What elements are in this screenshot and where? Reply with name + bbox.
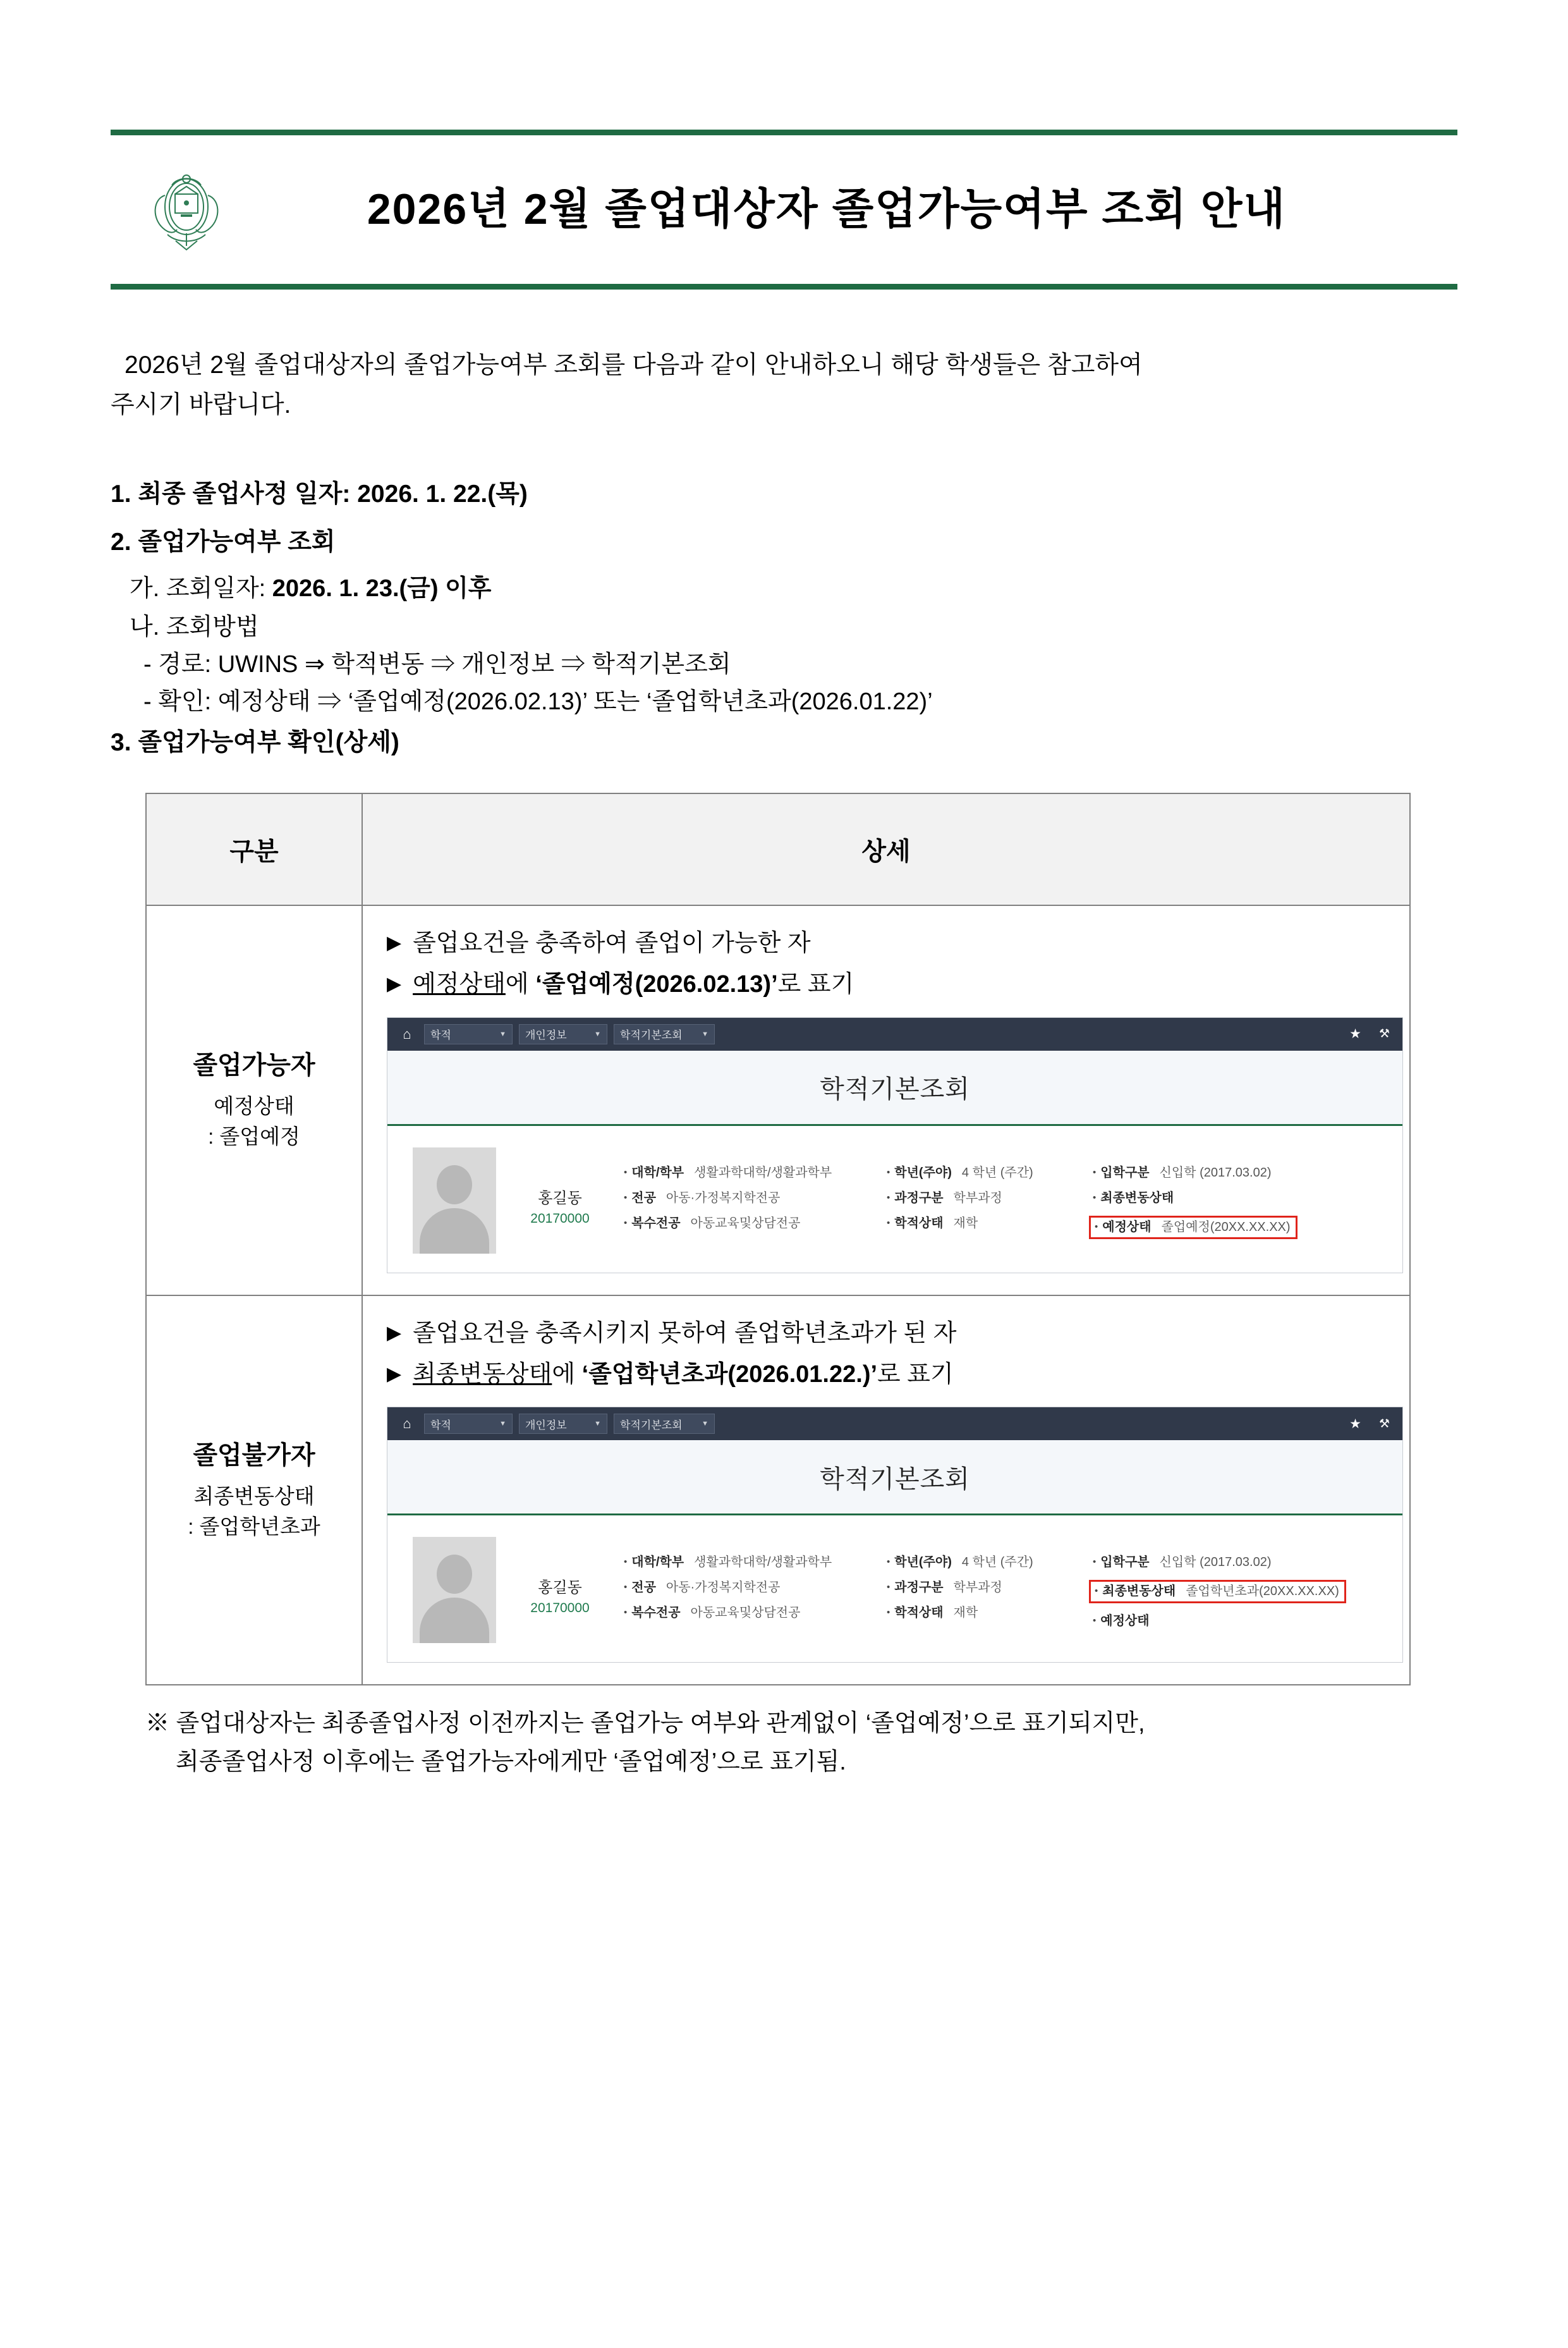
field-row: • 입학구분 신입학 (2017.03.02): [1093, 1555, 1272, 1570]
lookup-date-label: 가. 조회일자:: [130, 575, 272, 602]
row-type-sub1: 최종변동상태: [193, 1484, 315, 1508]
field-label: 학적상태: [894, 1216, 944, 1230]
field-label: 입학구분: [1100, 1555, 1150, 1570]
menu-label: 학적: [430, 1419, 451, 1431]
field-row: • 과정구분 학부과정: [887, 1581, 1002, 1595]
uwins-student-panel: [387, 1126, 1402, 1273]
menu-dropdown-haggjeog[interactable]: [424, 1414, 513, 1434]
field-column-3: [1093, 1537, 1358, 1629]
table-header-row: [146, 793, 1410, 905]
student-photo: [413, 1147, 496, 1254]
field-column-2: [887, 1147, 1076, 1231]
field-value: 졸업예정(20XX.XX.XX): [1161, 1220, 1291, 1234]
field-row: • 학적상태 재학: [887, 1606, 978, 1620]
triangle-bullet-icon: ▶: [387, 973, 402, 994]
field-row: • 대학/학부 생활과학대학/생활과학부: [624, 1165, 832, 1180]
graduation-status-table: [145, 793, 1411, 1686]
field-value: 아동교육및상담전공: [690, 1216, 801, 1230]
document-header: [111, 130, 1457, 290]
menu-dropdown-personal-info[interactable]: [519, 1414, 607, 1434]
document-page: [0, 130, 1568, 2348]
field-label: 전공: [631, 1581, 656, 1595]
menu-dropdown-record-lookup[interactable]: [614, 1414, 715, 1434]
tools-icon[interactable]: ⚒: [1378, 1027, 1390, 1041]
detail-bullet-1: [387, 1315, 1392, 1352]
chevron-down-icon: ▼: [702, 1420, 708, 1428]
detail-bullet-2-end: 로 표기: [877, 1360, 954, 1388]
field-row: • 학년(주야) 4 학년 (주간): [887, 1555, 1033, 1570]
row-detail-ineligible: [362, 1295, 1410, 1685]
field-value: 생활과학대학/생활과학부: [694, 1555, 832, 1570]
menu-label: 학적: [430, 1029, 451, 1042]
section-2-lookup: 2. 졸업가능여부 조회: [111, 528, 336, 556]
triangle-bullet-icon: ▶: [387, 932, 402, 953]
menu-dropdown-haggjeog[interactable]: [424, 1024, 513, 1044]
field-value: 4 학년 (주간): [961, 1165, 1033, 1180]
field-label: 대학/학부: [631, 1555, 684, 1570]
field-row: • 대학/학부 생활과학대학/생활과학부: [624, 1555, 832, 1570]
student-identity: [513, 1147, 607, 1226]
row-type-sub2: : 졸업예정: [208, 1125, 300, 1149]
field-value: 신입학 (2017.03.02): [1159, 1555, 1272, 1570]
row-type-sub2: : 졸업학년초과: [188, 1515, 320, 1539]
detail-bullet-2-text: [413, 966, 854, 1003]
field-label: 최종변동상태: [1100, 1190, 1174, 1205]
lookup-path-line: - 경로: UWINS ⇒ 학적변동 ⇒ 개인정보 ⇒ 학적기본조회: [143, 651, 731, 678]
uwins-toolbar: [387, 1018, 1402, 1051]
field-row-highlighted-final-status: • 최종변동상태 졸업학년초과(20XX.XX.XX): [1089, 1580, 1346, 1603]
field-row: • 전공 아동·가정복지학전공: [624, 1190, 781, 1205]
home-icon[interactable]: ⌂: [403, 1025, 411, 1042]
uwins-student-panel: [387, 1515, 1402, 1662]
field-value: 졸업학년초과(20XX.XX.XX): [1186, 1584, 1339, 1599]
field-row: • 복수전공 아동교육및상담전공: [624, 1216, 801, 1230]
chevron-down-icon: ▼: [499, 1420, 506, 1428]
row-type-eligible: [146, 905, 362, 1295]
field-label: 전공: [631, 1190, 656, 1205]
detail-bullet-2: [387, 966, 1392, 1003]
chevron-down-icon: ▼: [594, 1030, 601, 1038]
student-number: 20170000: [530, 1601, 590, 1616]
field-value: 학부과정: [953, 1190, 1002, 1205]
field-label: 학년(주야): [894, 1555, 952, 1570]
row-type-title: 졸업가능자: [193, 1051, 315, 1080]
intro-paragraph: [111, 345, 1457, 425]
menu-label: 학적기본조회: [620, 1029, 683, 1042]
detail-bullet-2-text: [413, 1356, 954, 1393]
student-photo: [413, 1537, 496, 1643]
field-label: 예정상태: [1102, 1220, 1152, 1234]
uwins-page-title-bar: [387, 1051, 1402, 1126]
row-detail-eligible: [362, 905, 1410, 1295]
uwins-screenshot-ineligible: [387, 1407, 1403, 1663]
university-crest-icon: [139, 157, 234, 262]
detail-bullet-2-end: 로 표기: [777, 970, 854, 998]
section-3-detail: 3. 졸업가능여부 확인(상세): [111, 728, 399, 756]
footnote-line-1: ※ 졸업대상자는 최종졸업사정 이전까지는 졸업가능 여부와 관계없이 ‘졸업예정’으로 표기되지만,: [145, 1710, 1145, 1737]
field-value: 재학: [953, 1606, 978, 1620]
field-value: 재학: [953, 1216, 978, 1230]
field-row: • 학년(주야) 4 학년 (주간): [887, 1165, 1033, 1180]
student-name: 홍길동: [538, 1579, 582, 1597]
uwins-page-title-bar: [387, 1440, 1402, 1515]
field-label: 학년(주야): [894, 1165, 952, 1180]
field-label: 학적상태: [894, 1606, 944, 1620]
field-label: 복수전공: [631, 1606, 681, 1620]
field-row: • 학적상태 재학: [887, 1216, 978, 1230]
star-icon[interactable]: ★: [1349, 1027, 1361, 1042]
field-column-3: [1093, 1147, 1358, 1239]
detail-bullet-2-underline: 최종변동상태: [413, 1360, 552, 1388]
tools-icon[interactable]: ⚒: [1378, 1417, 1390, 1431]
field-column-1: [624, 1147, 870, 1231]
detail-bullet-1: [387, 925, 1392, 962]
home-icon[interactable]: ⌂: [403, 1416, 411, 1432]
field-value: 아동·가정복지학전공: [665, 1190, 781, 1205]
field-column-2: [887, 1537, 1076, 1620]
field-label: 대학/학부: [631, 1165, 684, 1180]
chevron-down-icon: ▼: [702, 1030, 708, 1038]
field-row: • 예정상태: [1093, 1614, 1150, 1629]
page-title: 2026년 2월 졸업대상자 졸업가능여부 조회 안내: [367, 185, 1287, 234]
detail-bullet-2-bold: ‘졸업예정(2026.02.13)’: [535, 970, 778, 998]
menu-dropdown-personal-info[interactable]: [519, 1024, 607, 1044]
table-row: [146, 905, 1410, 1295]
field-value: 아동교육및상담전공: [690, 1606, 801, 1620]
field-label: 과정구분: [894, 1190, 944, 1205]
row-type-sub1: 예정상태: [214, 1094, 295, 1118]
field-value: 학부과정: [953, 1581, 1002, 1595]
lookup-date-value: 2026. 1. 23.(금) 이후: [272, 575, 492, 602]
field-label: 과정구분: [894, 1581, 944, 1595]
detail-bullet-2-bold: ‘졸업학년초과(2026.01.22.)’: [581, 1360, 878, 1388]
field-row: • 과정구분 학부과정: [887, 1190, 1002, 1205]
field-label: 예정상태: [1100, 1614, 1150, 1629]
chevron-down-icon: ▼: [499, 1030, 506, 1038]
intro-line-2: 주시기 바랍니다.: [111, 391, 291, 419]
section-2-item-b: 나. 조회방법: [130, 613, 259, 640]
menu-label: 개인정보: [525, 1419, 567, 1431]
detail-bullet-2: [387, 1356, 1392, 1393]
field-row-highlighted-expected-status: • 예정상태 졸업예정(20XX.XX.XX): [1089, 1216, 1298, 1239]
field-value: 아동·가정복지학전공: [665, 1581, 781, 1595]
star-icon[interactable]: ★: [1349, 1416, 1361, 1431]
field-column-1: [624, 1537, 870, 1620]
field-value: 4 학년 (주간): [961, 1555, 1033, 1570]
field-value: 생활과학대학/생활과학부: [694, 1165, 832, 1180]
menu-dropdown-record-lookup[interactable]: [614, 1024, 715, 1044]
detail-bullet-1-text: 졸업요건을 충족하여 졸업이 가능한 자: [413, 929, 811, 957]
student-number: 20170000: [530, 1211, 590, 1226]
field-label: 입학구분: [1100, 1165, 1150, 1180]
row-type-title: 졸업불가자: [193, 1441, 315, 1470]
field-label: 복수전공: [631, 1216, 681, 1230]
field-value: 신입학 (2017.03.02): [1159, 1165, 1272, 1180]
detail-bullet-1-text: 졸업요건을 충족시키지 못하여 졸업학년초과가 된 자: [413, 1319, 957, 1347]
column-header-detail: 상세: [362, 793, 1410, 905]
column-header-type: 구분: [146, 793, 362, 905]
uwins-page-title: 학적기본조회: [820, 1075, 970, 1104]
chevron-down-icon: ▼: [594, 1420, 601, 1428]
detail-bullet-2-mid: 에: [505, 970, 536, 998]
footnote: [145, 1704, 1416, 1782]
row-type-ineligible: [146, 1295, 362, 1685]
field-row: • 입학구분 신입학 (2017.03.02): [1093, 1165, 1272, 1180]
uwins-screenshot-eligible: [387, 1017, 1403, 1273]
menu-label: 개인정보: [525, 1029, 567, 1042]
student-identity: [513, 1537, 607, 1616]
footnote-line-2: 최종졸업사정 이후에는 졸업가능자에게만 ‘졸업예정’으로 표기됨.: [176, 1749, 846, 1776]
triangle-bullet-icon: ▶: [387, 1322, 402, 1343]
menu-label: 학적기본조회: [620, 1419, 683, 1431]
field-row: • 최종변동상태: [1093, 1190, 1174, 1205]
detail-bullet-2-mid: 에: [552, 1360, 582, 1388]
detail-bullet-2-underline: 예정상태: [413, 970, 506, 998]
field-label: 최종변동상태: [1102, 1584, 1176, 1599]
field-row: • 복수전공 아동교육및상담전공: [624, 1606, 801, 1620]
intro-line-1: 2026년 2월 졸업대상자의 졸업가능여부 조회를 다음과 같이 안내하오니 해당 학생들은 참고하여: [125, 352, 1143, 379]
triangle-bullet-icon: ▶: [387, 1363, 402, 1385]
uwins-toolbar: [387, 1407, 1402, 1440]
table-row: [146, 1295, 1410, 1685]
student-name: 홍길동: [538, 1189, 582, 1207]
section-2-item-a: [111, 568, 1457, 603]
lookup-check-line: - 확인: 예정상태 ⇒ ‘졸업예정(2026.02.13)’ 또는 ‘졸업학년초과(2026.01.22)’: [143, 688, 933, 715]
field-row: • 전공 아동·가정복지학전공: [624, 1581, 781, 1595]
uwins-page-title: 학적기본조회: [820, 1465, 970, 1493]
section-1-final-date: 1. 최종 졸업사정 일자: 2026. 1. 22.(목): [111, 480, 528, 508]
